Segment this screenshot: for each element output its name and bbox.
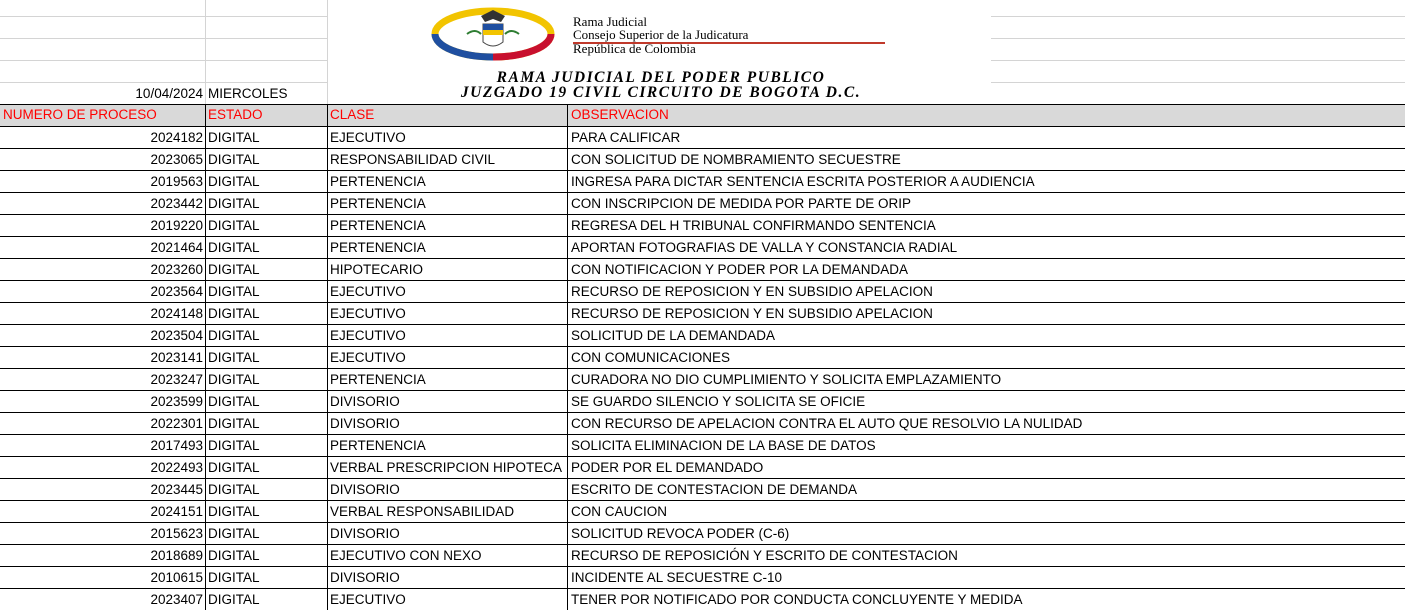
row-border <box>0 170 1405 171</box>
cell-numero[interactable]: 2023407 <box>150 592 203 607</box>
cell-numero[interactable]: 2019563 <box>150 174 203 189</box>
cell-observacion[interactable]: CON CAUCION <box>571 504 668 519</box>
cell-numero[interactable]: 2023442 <box>150 196 203 211</box>
institution-line-3: República de Colombia <box>573 41 696 56</box>
date-cell[interactable]: 10/04/2024 <box>135 86 203 101</box>
header-estado[interactable]: ESTADO <box>208 107 263 122</box>
cell-clase[interactable]: RESPONSABILIDAD CIVIL <box>330 152 496 167</box>
cell-clase[interactable]: VERBAL RESPONSABILIDAD <box>330 504 515 519</box>
cell-estado[interactable]: DIGITAL <box>208 152 260 167</box>
cell-estado[interactable]: DIGITAL <box>208 570 260 585</box>
cell-estado[interactable]: DIGITAL <box>208 438 260 453</box>
cell-observacion[interactable]: REGRESA DEL H TRIBUNAL CONFIRMANDO SENTENCIA <box>571 218 936 233</box>
cell-estado[interactable]: DIGITAL <box>208 284 260 299</box>
cell-observacion[interactable]: CURADORA NO DIO CUMPLIMIENTO Y SOLICITA EMPLAZAMIENTO <box>571 372 1002 387</box>
cell-clase[interactable]: DIVISORIO <box>330 482 400 497</box>
cell-estado[interactable]: DIGITAL <box>208 196 260 211</box>
cell-clase[interactable]: PERTENENCIA <box>330 218 426 233</box>
cell-observacion[interactable]: SOLICITUD REVOCA PODER (C-6) <box>571 526 790 541</box>
row-border <box>0 456 1405 457</box>
cell-observacion[interactable]: SE GUARDO SILENCIO Y SOLICITA SE OFICIE <box>571 394 866 409</box>
cell-numero[interactable]: 2018689 <box>150 548 203 563</box>
cell-numero[interactable]: 2024151 <box>150 504 203 519</box>
cell-numero[interactable]: 2015623 <box>150 526 203 541</box>
column-border <box>567 104 568 610</box>
cell-estado[interactable]: DIGITAL <box>208 394 260 409</box>
cell-observacion[interactable]: CON NOTIFICACION Y PODER POR LA DEMANDADA <box>571 262 909 277</box>
row-border <box>0 588 1405 589</box>
cell-numero[interactable]: 2023564 <box>150 284 203 299</box>
institution-line-1: Rama Judicial <box>573 14 648 29</box>
row-border <box>0 522 1405 523</box>
institution-line-2: Consejo Superior de la Judicatura <box>573 27 749 42</box>
cell-estado[interactable]: DIGITAL <box>208 306 260 321</box>
cell-observacion[interactable]: INCIDENTE AL SECUESTRE C-10 <box>571 570 783 585</box>
cell-clase[interactable]: DIVISORIO <box>330 570 400 585</box>
row-border <box>0 214 1405 215</box>
cell-numero[interactable]: 2023504 <box>150 328 203 343</box>
court-logo-block <box>328 0 991 104</box>
cell-numero[interactable]: 2022493 <box>150 460 203 475</box>
cell-clase[interactable]: PERTENENCIA <box>330 438 426 453</box>
cell-numero[interactable]: 2023141 <box>150 350 203 365</box>
cell-estado[interactable]: DIGITAL <box>208 548 260 563</box>
cell-estado[interactable]: DIGITAL <box>208 328 260 343</box>
cell-observacion[interactable]: SOLICITUD DE LA DEMANDADA <box>571 328 776 343</box>
cell-clase[interactable]: EJECUTIVO <box>330 306 406 321</box>
cell-numero[interactable]: 2023065 <box>150 152 203 167</box>
cell-observacion[interactable]: SOLICITA ELIMINACION DE LA BASE DE DATOS <box>571 438 876 453</box>
row-border <box>0 434 1405 435</box>
row-border <box>0 566 1405 567</box>
cell-clase[interactable]: EJECUTIVO <box>330 130 406 145</box>
row-border <box>0 324 1405 325</box>
cell-numero[interactable]: 2017493 <box>150 438 203 453</box>
cell-clase[interactable]: EJECUTIVO <box>330 350 406 365</box>
cell-numero[interactable]: 2023599 <box>150 394 203 409</box>
row-border <box>0 148 1405 149</box>
row-border <box>0 478 1405 479</box>
cell-clase[interactable]: PERTENENCIA <box>330 196 426 211</box>
cell-clase[interactable]: DIVISORIO <box>330 394 400 409</box>
row-border <box>0 500 1405 501</box>
cell-estado[interactable]: DIGITAL <box>208 240 260 255</box>
weekday-cell[interactable]: MIERCOLES <box>208 86 288 101</box>
cell-clase[interactable]: PERTENENCIA <box>330 240 426 255</box>
cell-clase[interactable]: EJECUTIVO <box>330 284 406 299</box>
cell-observacion[interactable]: RECURSO DE REPOSICION Y EN SUBSIDIO APELACION <box>571 306 933 321</box>
cell-numero[interactable]: 2024182 <box>150 130 203 145</box>
row-border <box>0 192 1405 193</box>
cell-estado[interactable]: DIGITAL <box>208 482 260 497</box>
row-border <box>0 390 1405 391</box>
cell-observacion[interactable]: ESCRITO DE CONTESTACION DE DEMANDA <box>571 482 858 497</box>
cell-observacion[interactable]: INGRESA PARA DICTAR SENTENCIA ESCRITA POSTERIOR A AUDIENCIA <box>571 174 1035 189</box>
cell-estado[interactable]: DIGITAL <box>208 218 260 233</box>
row-border <box>0 258 1405 259</box>
cell-numero[interactable]: 2023445 <box>150 482 203 497</box>
cell-observacion[interactable]: APORTAN FOTOGRAFIAS DE VALLA Y CONSTANCIA RADIAL <box>571 240 958 255</box>
cell-observacion[interactable]: TENER POR NOTIFICADO POR CONDUCTA CONCLUYENTE Y MEDIDA <box>571 592 1023 607</box>
header-clase[interactable]: CLASE <box>330 107 375 122</box>
cell-clase[interactable]: DIVISORIO <box>330 416 400 431</box>
court-title-2: JUZGADO 19 CIVIL CIRCUITO DE BOGOTA D.C. <box>460 84 862 101</box>
cell-clase[interactable]: DIVISORIO <box>330 526 400 541</box>
row-border <box>0 368 1405 369</box>
cell-observacion[interactable]: PARA CALIFICAR <box>571 130 681 145</box>
cell-estado[interactable]: DIGITAL <box>208 460 260 475</box>
column-border <box>205 104 206 610</box>
cell-estado[interactable]: DIGITAL <box>208 526 260 541</box>
row-border <box>0 412 1405 413</box>
cell-observacion[interactable]: CON SOLICITUD DE NOMBRAMIENTO SECUESTRE <box>571 152 901 167</box>
row-border <box>0 236 1405 237</box>
row-border <box>0 280 1405 281</box>
cell-clase[interactable]: HIPOTECARIO <box>330 262 424 277</box>
row-border <box>0 544 1405 545</box>
cell-clase[interactable]: EJECUTIVO CON NEXO <box>330 548 482 563</box>
cell-clase[interactable]: EJECUTIVO <box>330 328 406 343</box>
cell-numero[interactable]: 2019220 <box>150 218 203 233</box>
cell-numero[interactable]: 2024148 <box>150 306 203 321</box>
cell-observacion[interactable]: CON COMUNICACIONES <box>571 350 731 365</box>
row-border <box>0 302 1405 303</box>
cell-estado[interactable]: DIGITAL <box>208 416 260 431</box>
row-border <box>0 126 1405 127</box>
cell-estado[interactable]: DIGITAL <box>208 130 260 145</box>
cell-estado[interactable]: DIGITAL <box>208 174 260 189</box>
header-border <box>0 104 1405 105</box>
cell-estado[interactable]: DIGITAL <box>208 592 260 607</box>
cell-clase[interactable]: EJECUTIVO <box>330 592 406 607</box>
court-title-1: RAMA JUDICIAL DEL PODER PUBLICO <box>496 69 826 86</box>
cell-numero[interactable]: 2021464 <box>150 240 203 255</box>
cell-observacion[interactable]: RECURSO DE REPOSICIÓN Y ESCRITO DE CONTESTACION <box>571 548 958 563</box>
cell-numero[interactable]: 2023247 <box>150 372 203 387</box>
cell-clase[interactable]: PERTENENCIA <box>330 372 426 387</box>
cell-estado[interactable]: DIGITAL <box>208 504 260 519</box>
cell-estado[interactable]: DIGITAL <box>208 262 260 277</box>
cell-numero[interactable]: 2010615 <box>150 570 203 585</box>
header-numero[interactable]: NUMERO DE PROCESO <box>3 107 157 122</box>
coat-of-arms-logo <box>423 4 563 64</box>
row-border <box>0 346 1405 347</box>
cell-observacion[interactable]: RECURSO DE REPOSICION Y EN SUBSIDIO APELACION <box>571 284 933 299</box>
column-border <box>327 104 328 610</box>
cell-estado[interactable]: DIGITAL <box>208 350 260 365</box>
cell-clase[interactable]: PERTENENCIA <box>330 174 426 189</box>
header-observacion[interactable]: OBSERVACION <box>571 107 669 122</box>
cell-numero[interactable]: 2022301 <box>150 416 203 431</box>
cell-clase[interactable]: VERBAL PRESCRIPCION HIPOTECA <box>330 460 563 475</box>
cell-observacion[interactable]: CON INSCRIPCION DE MEDIDA POR PARTE DE ORIP <box>571 196 912 211</box>
cell-estado[interactable]: DIGITAL <box>208 372 260 387</box>
cell-observacion[interactable]: CON RECURSO DE APELACION CONTRA EL AUTO QUE RESOLVIO LA NULIDAD <box>571 416 1083 431</box>
cell-numero[interactable]: 2023260 <box>150 262 203 277</box>
cell-observacion[interactable]: PODER POR EL DEMANDADO <box>571 460 764 475</box>
